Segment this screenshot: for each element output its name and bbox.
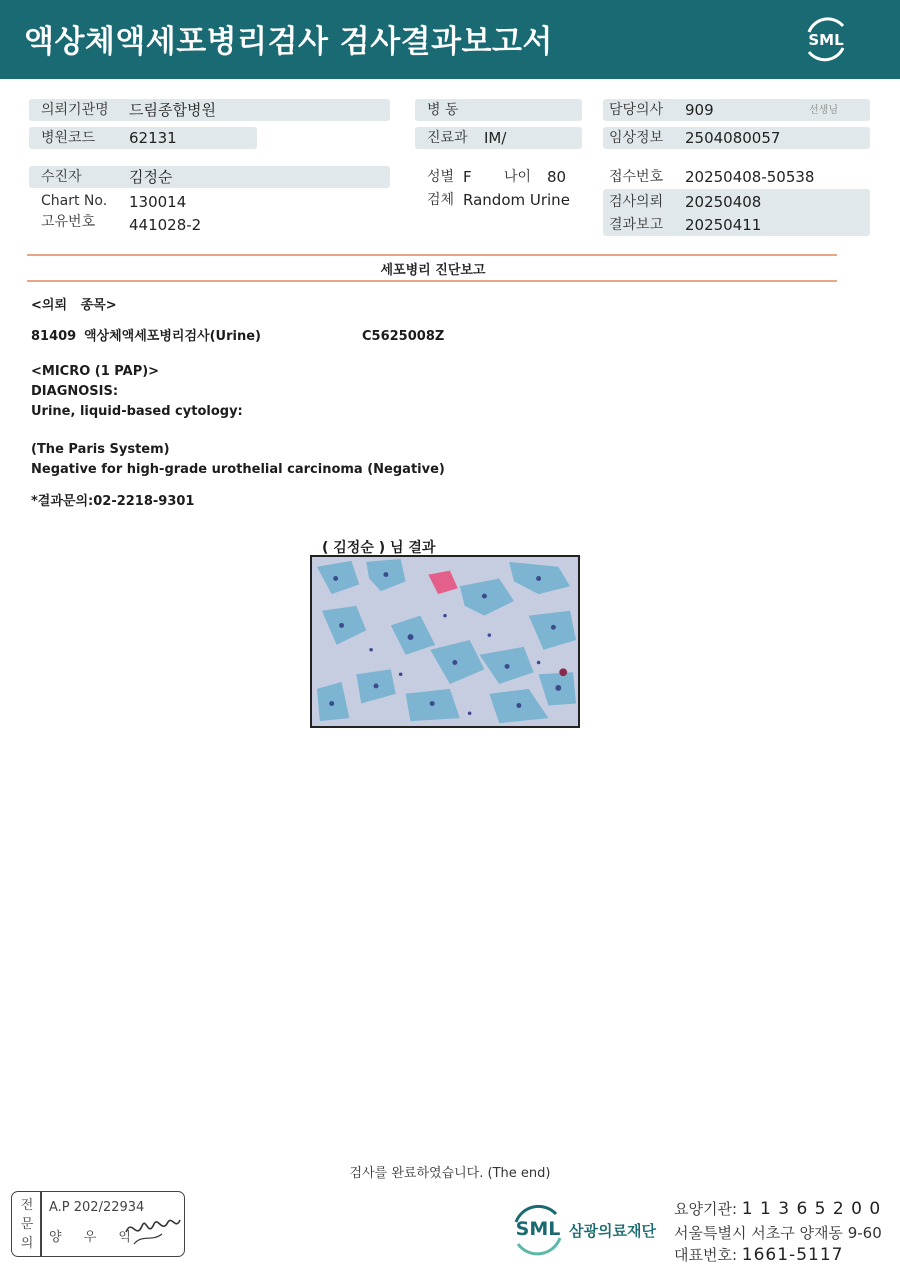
institution-code: 1 1 3 6 5 2 0 0 <box>741 1199 882 1219</box>
report-header <box>0 0 900 79</box>
request-label: 검사의뢰 <box>609 194 664 210</box>
institution-label: 의뢰기관명 <box>41 102 109 118</box>
specimen-value: Random Urine <box>463 191 570 209</box>
dept-label: 진료과 <box>427 130 468 146</box>
foundation-name: 삼광의료재단 <box>569 1222 656 1240</box>
svg-text:SML: SML <box>808 31 844 49</box>
clinical-label: 임상정보 <box>609 130 664 146</box>
sex-value: F <box>463 168 472 186</box>
age-value: 80 <box>547 168 567 186</box>
patient-box <box>29 166 390 188</box>
pathologist-signature-box <box>11 1191 185 1257</box>
pathologist-name: 양 우 익 <box>49 1230 140 1245</box>
cytology-micrograph <box>310 555 580 728</box>
sig-divider <box>40 1192 42 1256</box>
request-value: 20250408 <box>685 193 762 211</box>
report-label: 결과보고 <box>609 217 664 233</box>
unique-value: 441028-2 <box>129 216 202 234</box>
diagnosis-line: Urine, liquid-based cytology: <box>31 404 243 419</box>
contact-line: *결과문의:02-2218-9301 <box>31 494 195 509</box>
order-id: C5625008Z <box>362 329 445 344</box>
order-name: 액상체액세포병리검사(Urine) <box>84 329 261 344</box>
clinical-value: 2504080057 <box>685 129 781 147</box>
hospital-code-label: 병원코드 <box>41 130 96 146</box>
micro-heading: <MICRO (1 PAP)> <box>31 364 160 379</box>
report-value: 20250411 <box>685 216 762 234</box>
handwritten-signature <box>122 1204 184 1248</box>
ward-label: 병 동 <box>427 102 459 118</box>
result-line: Negative for high-grade urothelial carcinoma (Negative) <box>31 462 445 477</box>
chart-label: Chart No. <box>41 193 108 209</box>
phone-line: 대표번호: 1661-5117 <box>674 1245 844 1265</box>
end-note: 검사를 완료하였습니다. (The end) <box>349 1166 551 1181</box>
chart-value: 130014 <box>129 193 187 211</box>
section-divider-top <box>27 254 837 256</box>
order-code: 81409 <box>31 329 77 344</box>
report-title: 액상체액세포병리검사 검사결과보고서 <box>24 24 553 60</box>
order-heading: <의뢰 종목> <box>31 298 117 313</box>
doctor-suffix: 선생님 <box>809 105 838 116</box>
section-divider-bottom <box>27 280 837 282</box>
pathologist-license: A.P 202/22934 <box>49 1200 145 1215</box>
sex-label: 성별 <box>427 169 455 185</box>
doctor-label: 담당의사 <box>609 102 664 118</box>
unique-label: 고유번호 <box>41 214 96 230</box>
section-title: 세포병리 진단보고 <box>380 263 486 278</box>
image-caption: ( 김정순 ) 님 결과 <box>322 540 436 556</box>
patient-value: 김정순 <box>129 168 173 186</box>
patient-label: 수진자 <box>41 169 82 185</box>
receipt-value: 20250408-50538 <box>685 168 815 186</box>
receipt-label: 접수번호 <box>609 169 664 185</box>
specimen-label: 검체 <box>427 192 455 208</box>
hospital-code-value: 62131 <box>129 129 177 147</box>
specialist-label: 전 문 의 <box>20 1198 34 1251</box>
dept-value: IM/ <box>484 129 507 147</box>
institution-value: 드림종합병원 <box>129 101 216 119</box>
institution-code-line: 요양기관: 1 1 3 6 5 2 0 0 <box>674 1199 882 1219</box>
paris-system-line: (The Paris System) <box>31 442 170 457</box>
diagnosis-label: DIAGNOSIS: <box>31 384 119 399</box>
age-label: 나이 <box>504 169 532 185</box>
svg-text:SML: SML <box>515 1218 561 1240</box>
phone-number: 1661-5117 <box>741 1245 844 1265</box>
sml-logo-icon <box>801 14 851 64</box>
doctor-value: 909 <box>685 101 714 119</box>
address-line: 서울특별시 서초구 양재동 9-60 <box>674 1224 882 1242</box>
